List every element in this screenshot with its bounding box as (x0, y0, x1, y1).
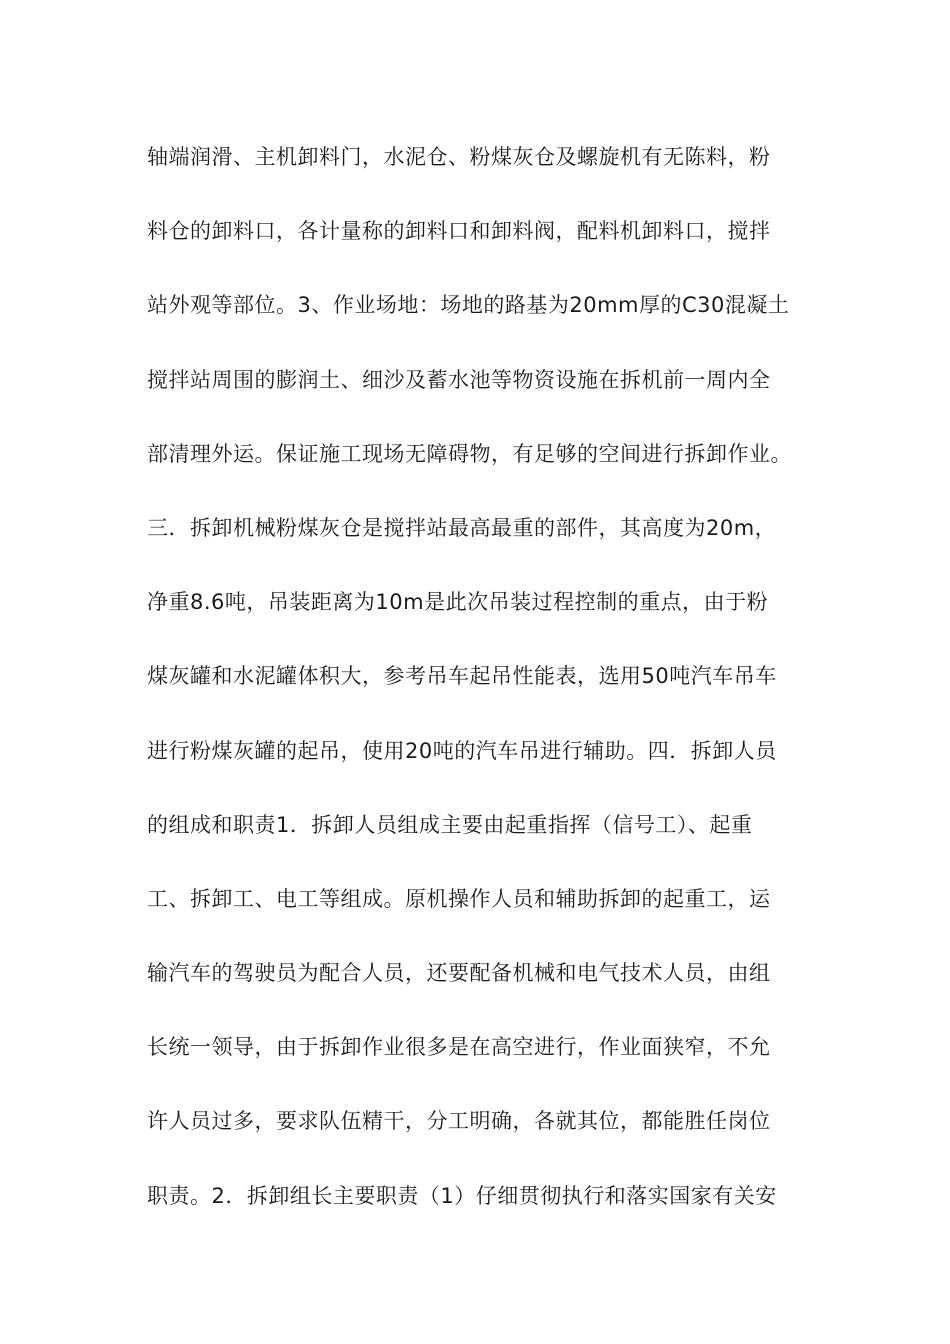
text-line: 进行粉煤灰罐的起吊，使用20吨的汽车吊进行辅助。四．拆卸人员 (147, 738, 777, 763)
text-line: 站外观等部位。3、作业场地：场地的路基为20mm厚的C30混凝土 (147, 293, 790, 318)
text-line: 长统一领导，由于拆卸作业很多是在高空进行，作业面狭窄，不允 (147, 1035, 771, 1060)
text-line: 部清理外运。保证施工现场无障碍物，有足够的空间进行拆卸作业。 (147, 441, 792, 466)
text-line: 职责。2．拆卸组长主要职责（1）仔细贯彻执行和落实国家有关安 (147, 1183, 777, 1208)
text-line: 许人员过多，要求队伍精干，分工明确，各就其位，都能胜任岗位 (147, 1109, 771, 1134)
text-line: 料仓的卸料口，各计量称的卸料口和卸料阀，配料机卸料口，搅拌 (147, 219, 771, 244)
text-line: 搅拌站周围的膨润土、细沙及蓄水池等物资设施在拆机前一周内全 (147, 367, 771, 392)
text-line: 轴端润滑、主机卸料门，水泥仓、粉煤灰仓及螺旋机有无陈料，粉 (147, 145, 771, 169)
text-line: 工、拆卸工、电工等组成。原机操作人员和辅助拆卸的起重工，运 (147, 886, 771, 911)
text-line: 煤灰罐和水泥罐体积大，参考吊车起吊性能表，选用50吨汽车吊车 (147, 664, 777, 689)
text-line: 输汽车的驾驶员为配合人员，还要配备机械和电气技术人员，由组 (147, 961, 771, 986)
text-line: 的组成和职责1．拆卸人员组成主要由起重指挥（信号工）、起重 (147, 812, 753, 837)
text-line: 三．拆卸机械粉煤灰仓是搅拌站最高最重的部件，其高度为20m， (147, 515, 777, 540)
body-text (147, 133, 827, 1246)
text-line: 净重8.6吨，吊装距离为10m是此次吊装过程控制的重点，由于粉 (147, 590, 769, 615)
